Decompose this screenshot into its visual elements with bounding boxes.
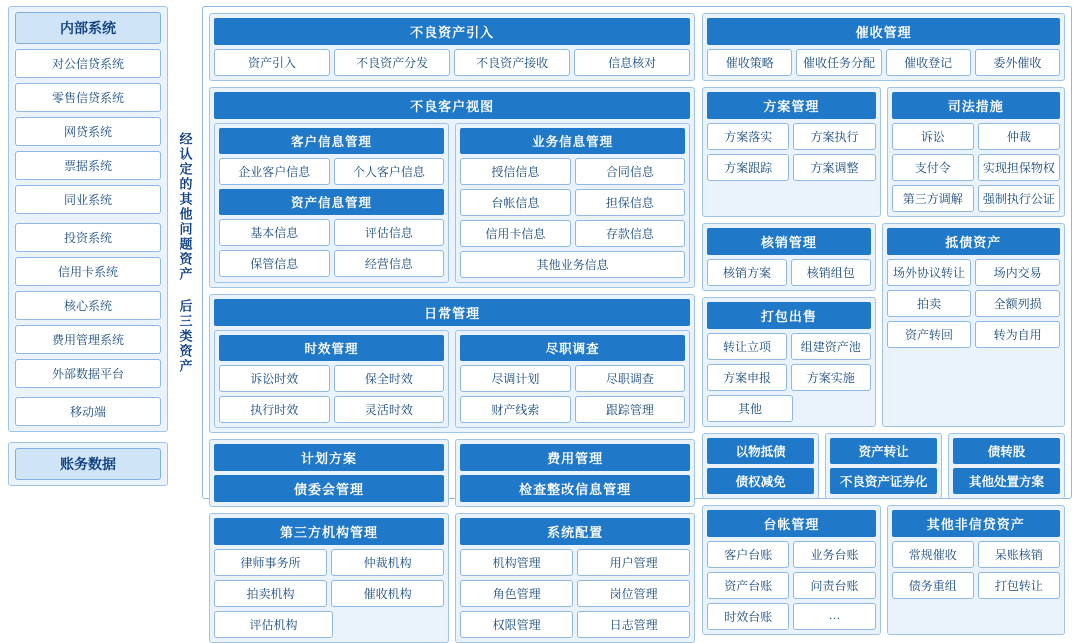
group-system-config [455, 513, 695, 643]
cell-scheme-execute[interactable]: 方案执行 [793, 123, 875, 150]
group-package-sale [702, 297, 875, 427]
cell-package-transfer[interactable]: 打包转让 [978, 572, 1060, 599]
row-debtasset-3 [887, 321, 1060, 348]
group-title-judicial-measures: 司法措施 [892, 92, 1060, 119]
group-writeoff-management [702, 223, 875, 291]
cell-log-management[interactable]: 日志管理 [577, 611, 690, 638]
row-debtasset-2 [887, 290, 1060, 317]
vertical-axis-label: 经认定的其他问题资产 后三类资产 [177, 131, 193, 374]
banner-group-3 [948, 433, 1065, 499]
row-ledger-3 [707, 603, 875, 630]
cell-deposit-info[interactable]: 存款信息 [575, 220, 686, 247]
row-scheme-1 [707, 123, 875, 150]
main-diagram-area [202, 6, 1072, 632]
group-npl-intro [209, 13, 695, 81]
cell-individual-customer[interactable]: 个人客户信息 [334, 158, 445, 185]
row-collection [707, 49, 1060, 76]
cell-customer-ledger[interactable]: 客户台账 [707, 541, 789, 568]
row-judicial-3 [892, 185, 1060, 212]
group-title-ledger-management: 台帐管理 [707, 510, 875, 537]
cell-convert-self-use[interactable]: 转为自用 [975, 321, 1060, 348]
cell-other-business-info[interactable]: 其他业务信息 [460, 251, 685, 278]
cell-basic-info[interactable]: 基本信息 [219, 219, 330, 246]
group-fee-management [455, 439, 695, 507]
cell-npl-receive[interactable]: 不良资产接收 [454, 49, 570, 76]
row-diligence-2 [460, 396, 685, 423]
sidebar-item-online-loan[interactable]: 网贷系统 [15, 117, 161, 146]
cell-scheme-declare[interactable]: 方案申报 [707, 364, 787, 391]
row-third-party-1 [214, 549, 444, 576]
cell-scheme-implement[interactable]: 方案落实 [707, 123, 789, 150]
group-title-customer-info: 客户信息管理 [219, 128, 444, 154]
row-noncredit-1 [892, 541, 1060, 568]
row-writeoff-debtasset [702, 223, 1065, 427]
cell-timeliness-ledger[interactable]: 时效台账 [707, 603, 789, 630]
left-column [8, 6, 168, 499]
group-title-third-party: 第三方机构管理 [214, 518, 444, 545]
cell-realize-security[interactable]: 实现担保物权 [978, 154, 1060, 181]
row-npl-intro [214, 49, 690, 76]
row-customer-business [214, 123, 690, 283]
group-title-inspect-rectify: 检查整改信息管理 [460, 475, 690, 502]
group-ledger-management [702, 505, 880, 635]
sidebar-item-retail-credit[interactable]: 零售信贷系统 [15, 83, 161, 112]
cell-due-diligence[interactable]: 尽职调查 [575, 365, 686, 392]
row-business-info-4 [460, 251, 685, 278]
row-package-1 [707, 333, 870, 360]
group-title-writeoff-management: 核销管理 [707, 228, 870, 255]
cell-ledger-more[interactable]: … [793, 603, 875, 630]
cell-asset-return[interactable]: 资产转回 [887, 321, 972, 348]
cell-enterprise-customer[interactable]: 企业客户信息 [219, 158, 330, 185]
row-business-info-2 [460, 189, 685, 216]
row-scheme-2 [707, 154, 875, 181]
group-title-business-info: 业务信息管理 [460, 128, 685, 154]
sidebar-item-interbank[interactable]: 同业系统 [15, 185, 161, 214]
cell-custody-info[interactable]: 保管信息 [219, 250, 330, 277]
cell-third-party-mediation[interactable]: 第三方调解 [892, 185, 974, 212]
cell-business-ledger[interactable]: 业务台账 [793, 541, 875, 568]
cell-contract-info[interactable]: 合同信息 [575, 158, 686, 185]
group-business-info [455, 123, 690, 283]
cell-ledger-info[interactable]: 台帐信息 [460, 189, 571, 216]
group-due-diligence [455, 330, 690, 428]
cell-appraisal-info[interactable]: 评估信息 [334, 219, 445, 246]
cell-org-management[interactable]: 机构管理 [460, 549, 573, 576]
group-title-scheme-management: 方案管理 [707, 92, 875, 119]
group-title-system-config: 系统配置 [460, 518, 690, 545]
cell-outsourced-collection[interactable]: 委外催收 [975, 49, 1060, 76]
group-title-timeliness: 时效管理 [219, 335, 444, 361]
cell-scheme-track[interactable]: 方案跟踪 [707, 154, 789, 181]
group-title-plan-scheme: 计划方案 [214, 444, 444, 471]
cell-role-management[interactable]: 角色管理 [460, 580, 573, 607]
row-judicial-2 [892, 154, 1060, 181]
cell-appraisal-org[interactable]: 评估机构 [214, 611, 333, 638]
cell-asset-intro[interactable]: 资产引入 [214, 49, 330, 76]
group-timeliness [214, 330, 449, 428]
sidebar-item-core[interactable]: 核心系统 [15, 291, 161, 320]
cell-collection-org[interactable]: 催收机构 [331, 580, 444, 607]
row-debtasset-1 [887, 259, 1060, 286]
cell-scheme-adjust[interactable]: 方案调整 [793, 154, 875, 181]
group-title-debt-committee: 债委会管理 [214, 475, 444, 502]
row-third-party-2 [214, 580, 444, 607]
cell-npl-distribute[interactable]: 不良资产分发 [334, 49, 450, 76]
group-other-noncredit [887, 505, 1065, 635]
cell-enforcement-notarization[interactable]: 强制执行公证 [978, 185, 1060, 212]
sidebar-item-credit-card[interactable]: 信用卡系统 [15, 257, 161, 286]
row-asset-info-2 [219, 250, 444, 277]
accounting-data-title: 账务数据 [15, 448, 161, 480]
group-bad-customer-view [209, 87, 695, 288]
cell-otc-agreement-transfer[interactable]: 场外协议转让 [887, 259, 972, 286]
cell-writeoff-scheme[interactable]: 核销方案 [707, 259, 787, 286]
banner-debt-in-kind[interactable]: 以物抵债 [707, 438, 814, 464]
banner-group-2 [825, 433, 942, 499]
cell-property-clue[interactable]: 财产线索 [460, 396, 571, 423]
internal-systems-panel [8, 6, 168, 432]
sidebar-item-corporate-credit[interactable]: 对公信贷系统 [15, 49, 161, 78]
group-scheme-management [702, 87, 880, 217]
group-title-fee-management: 费用管理 [460, 444, 690, 471]
row-sysconfig-2 [460, 580, 690, 607]
group-title-package-sale: 打包出售 [707, 302, 870, 329]
cell-auction-org[interactable]: 拍卖机构 [214, 580, 327, 607]
sidebar-item-bill[interactable]: 票据系统 [15, 151, 161, 180]
banner-debt-to-equity[interactable]: 债转股 [953, 438, 1060, 464]
internal-systems-title: 内部系统 [15, 12, 161, 44]
row-customer-info [219, 158, 444, 185]
group-debt-asset [882, 223, 1065, 427]
row-third-party-3 [214, 611, 444, 638]
cell-post-management[interactable]: 岗位管理 [577, 580, 690, 607]
cell-debt-restructuring[interactable]: 债务重组 [892, 572, 974, 599]
cell-info-check[interactable]: 信息核对 [574, 49, 690, 76]
row-package-2 [707, 364, 870, 391]
cell-law-firm[interactable]: 律师事务所 [214, 549, 327, 576]
cell-credit-card-info[interactable]: 信用卡信息 [460, 220, 571, 247]
cell-litigation[interactable]: 诉讼 [892, 123, 974, 150]
cell-operation-info[interactable]: 经营信息 [334, 250, 445, 277]
cell-user-management[interactable]: 用户管理 [577, 549, 690, 576]
sidebar-item-expense[interactable]: 费用管理系统 [15, 325, 161, 354]
row-timeliness-2 [219, 396, 444, 423]
cell-collection-strategy[interactable]: 催收策略 [707, 49, 792, 76]
sidebar-item-mobile[interactable]: 移动端 [15, 397, 161, 426]
banner-group-1 [702, 433, 819, 499]
row-timeliness-1 [219, 365, 444, 392]
cell-litigation-timeliness[interactable]: 诉讼时效 [219, 365, 330, 392]
column-left-modules [209, 13, 695, 632]
row-writeoff [707, 259, 870, 286]
cell-regular-collection[interactable]: 常规催收 [892, 541, 974, 568]
stack-writeoff-package [702, 223, 875, 427]
row-asset-info-1 [219, 219, 444, 246]
row-sysconfig-1 [460, 549, 690, 576]
group-title-other-noncredit: 其他非信贷资产 [892, 510, 1060, 537]
banner-asset-transfer[interactable]: 资产转让 [830, 438, 937, 464]
row-diligence-1 [460, 365, 685, 392]
group-title-asset-info: 资产信息管理 [219, 189, 444, 215]
sidebar-item-investment[interactable]: 投资系统 [15, 223, 161, 252]
banner-other-disposal[interactable]: 其他处置方案 [953, 468, 1060, 494]
group-daily-management [209, 294, 695, 433]
cell-writeoff-package[interactable]: 核销组包 [791, 259, 871, 286]
cell-tracking-management[interactable]: 跟踪管理 [575, 396, 686, 423]
cell-preservation-timeliness[interactable]: 保全时效 [334, 365, 445, 392]
cell-full-loss[interactable]: 全额列损 [975, 290, 1060, 317]
cell-execution-timeliness[interactable]: 执行时效 [219, 396, 330, 423]
cell-scheme-implementation[interactable]: 方案实施 [791, 364, 871, 391]
row-ledger-1 [707, 541, 875, 568]
cell-collection-register[interactable]: 催收登记 [886, 49, 971, 76]
row-ledger-2 [707, 572, 875, 599]
cell-collection-task-assign[interactable]: 催收任务分配 [796, 49, 881, 76]
group-title-collection-management: 催收管理 [707, 18, 1060, 45]
row-daily-sub [214, 330, 690, 428]
banner-debt-reduction[interactable]: 债权减免 [707, 468, 814, 494]
cell-permission-management[interactable]: 权限管理 [460, 611, 573, 638]
group-title-due-diligence: 尽职调查 [460, 335, 685, 361]
cell-arbitration-org[interactable]: 仲裁机构 [331, 549, 444, 576]
row-ledger-othernoncredit [702, 505, 1065, 635]
cell-flexible-timeliness[interactable]: 灵活时效 [334, 396, 445, 423]
cell-exchange-trade[interactable]: 场内交易 [975, 259, 1060, 286]
row-business-info-3 [460, 220, 685, 247]
cell-auction[interactable]: 拍卖 [887, 290, 972, 317]
row-judicial-1 [892, 123, 1060, 150]
banner-npl-securitization[interactable]: 不良资产证券化 [830, 468, 937, 494]
group-title-daily-management: 日常管理 [214, 299, 690, 326]
group-collection-management [702, 13, 1065, 81]
cell-package-other[interactable]: 其他 [707, 395, 793, 422]
group-customer-info [214, 123, 449, 283]
group-title-debt-asset: 抵债资产 [887, 228, 1060, 255]
cell-asset-ledger[interactable]: 资产台账 [707, 572, 789, 599]
cell-credit-grant-info[interactable]: 授信信息 [460, 158, 571, 185]
sidebar-item-external-data[interactable]: 外部数据平台 [15, 359, 161, 388]
cell-transfer-project[interactable]: 转让立项 [707, 333, 787, 360]
accounting-data-panel [8, 442, 168, 486]
row-banners [702, 433, 1065, 499]
cell-diligence-plan[interactable]: 尽调计划 [460, 365, 571, 392]
group-plan-scheme [209, 439, 449, 507]
group-judicial-measures [887, 87, 1065, 217]
cell-arbitration[interactable]: 仲裁 [978, 123, 1060, 150]
row-thirdparty-sysconfig [209, 513, 695, 643]
column-right-modules [702, 13, 1065, 624]
group-title-bad-customer-view: 不良客户视图 [214, 92, 690, 119]
row-business-info-1 [460, 158, 685, 185]
cell-build-asset-pool[interactable]: 组建资产池 [791, 333, 871, 360]
row-package-3 [707, 395, 870, 422]
row-plan-fee [209, 439, 695, 507]
group-title-npl-intro: 不良资产引入 [214, 18, 690, 45]
row-scheme-judicial [702, 87, 1065, 217]
cell-guarantee-info[interactable]: 担保信息 [575, 189, 686, 216]
row-noncredit-2 [892, 572, 1060, 599]
cell-bad-debt-writeoff[interactable]: 呆账核销 [978, 541, 1060, 568]
row-sysconfig-3 [460, 611, 690, 638]
cell-accountability-ledger[interactable]: 问责台账 [793, 572, 875, 599]
group-third-party [209, 513, 449, 643]
cell-payment-order[interactable]: 支付令 [892, 154, 974, 181]
